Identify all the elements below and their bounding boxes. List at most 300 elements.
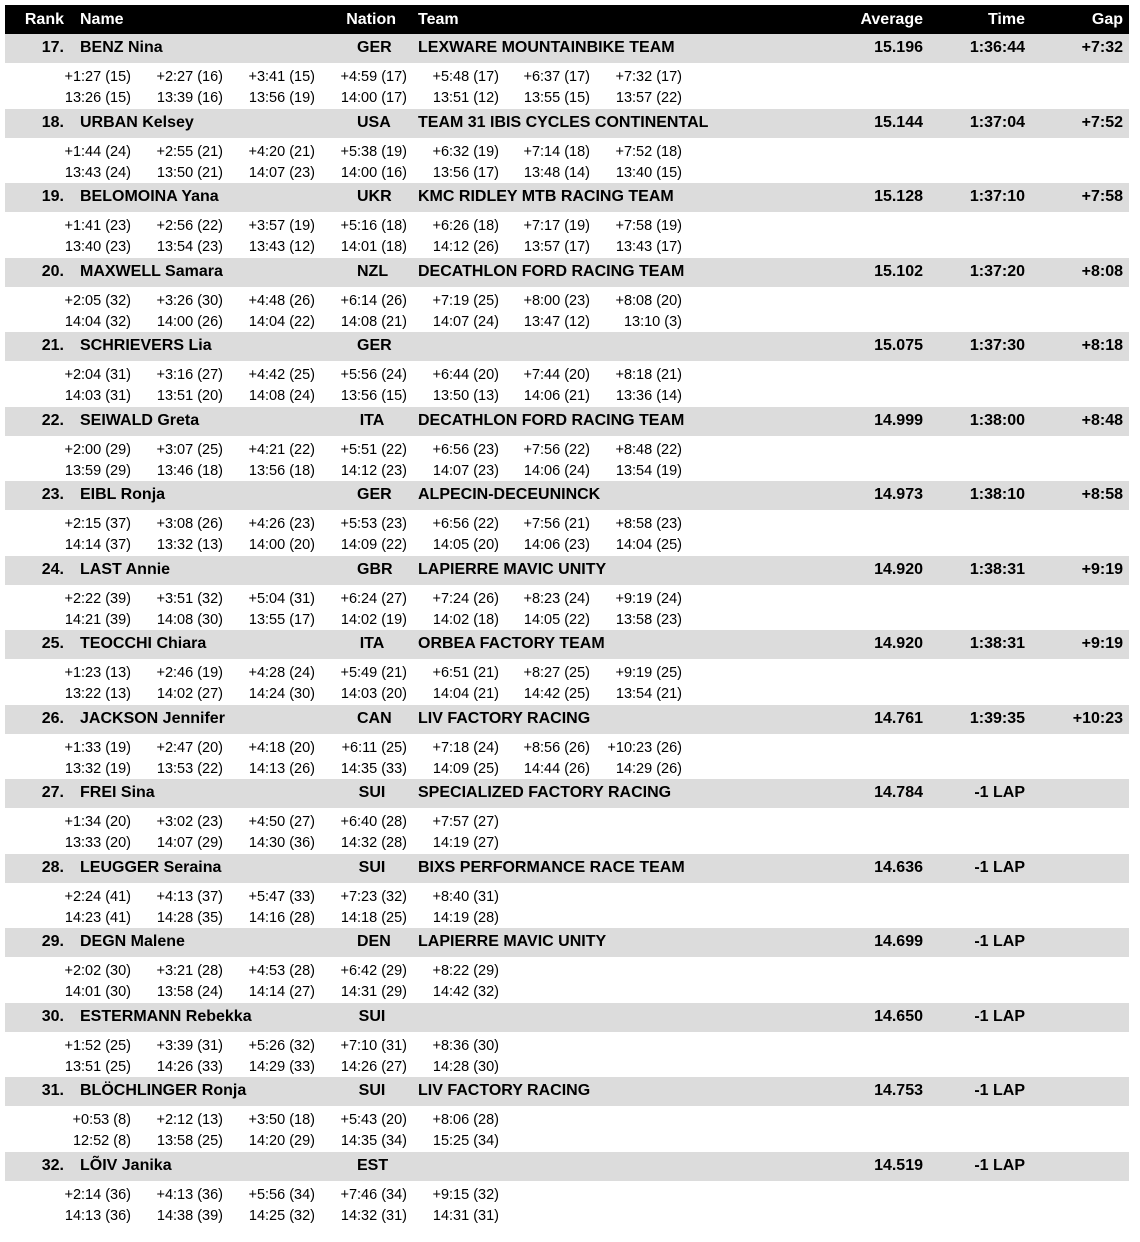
rider-average: 15.102 (874, 262, 923, 280)
rider-nation: SUI (358, 1007, 386, 1025)
lap-gap-cell: +8:27 (25) (523, 665, 590, 681)
lap-gap-row (5, 1034, 1129, 1057)
rider-summary-row (5, 332, 1129, 361)
lap-time-cell: 13:32 (13) (156, 537, 223, 553)
lap-gap-cell: +9:19 (24) (615, 590, 682, 607)
lap-time-cell: 14:35 (34) (340, 1133, 407, 1149)
lap-time-cell: 14:32 (28) (340, 835, 407, 851)
rider-time: -1 LAP (974, 933, 1025, 950)
header-team: Team (418, 11, 459, 28)
rider-summary-row (5, 1152, 1129, 1181)
lap-time-cell: 14:29 (26) (615, 760, 682, 777)
rider-gap: +8:08 (1081, 262, 1123, 280)
lap-time-cell: 14:08 (21) (340, 313, 407, 330)
lap-gap-cell: +7:56 (21) (523, 516, 590, 532)
lap-time-cell: 13:48 (14) (523, 164, 590, 181)
rider-gap: +10:23 (1072, 709, 1123, 727)
rider-time: 1:39:35 (969, 709, 1025, 727)
lap-time-cell: 14:16 (28) (248, 909, 315, 926)
lap-time-cell: 14:28 (30) (432, 1058, 499, 1075)
lap-gap-cell: +4:20 (21) (248, 143, 315, 160)
lap-gap-row (5, 363, 1129, 386)
rider-name: JACKSON Jennifer (80, 709, 225, 727)
lap-gap-cell: +3:39 (31) (156, 1037, 223, 1054)
lap-time-cell: 14:05 (20) (432, 537, 499, 553)
table-row (5, 1003, 1129, 1078)
rider-rank: 30. (41, 1007, 64, 1025)
rider-average: 14.753 (874, 1082, 923, 1099)
lap-time-cell: 14:44 (26) (523, 760, 590, 777)
lap-time-cell: 13:56 (15) (340, 388, 407, 404)
rider-gap: +7:58 (1081, 188, 1123, 205)
rider-summary-row (5, 258, 1129, 287)
rider-average: 14.920 (874, 560, 923, 578)
lap-gap-cell: +8:40 (31) (432, 888, 499, 905)
rider-rank: 23. (41, 486, 64, 503)
rider-name: LAST Annie (80, 560, 171, 578)
lap-time-cell: 14:08 (30) (156, 611, 223, 628)
lap-gap-cell: +4:53 (28) (248, 963, 315, 979)
lap-time-row (5, 310, 1129, 333)
lap-gap-cell: +1:27 (15) (64, 69, 131, 85)
rider-time: 1:36:44 (969, 39, 1025, 56)
lap-gap-cell: +4:18 (20) (248, 739, 315, 756)
rider-nation: GER (357, 39, 392, 56)
lap-gap-cell: +9:15 (32) (432, 1186, 499, 1203)
rider-time: -1 LAP (974, 784, 1025, 801)
rider-nation: USA (357, 113, 391, 131)
rider-nation: UKR (357, 188, 392, 205)
table-row (5, 332, 1129, 407)
lap-gap-cell: +3:41 (15) (248, 69, 315, 85)
lap-time-cell: 14:02 (19) (340, 611, 407, 628)
lap-time-cell: 14:06 (24) (523, 462, 590, 479)
lap-time-cell: 14:19 (28) (432, 909, 499, 926)
lap-time-cell: 15:25 (34) (432, 1133, 499, 1149)
rider-nation: GER (357, 337, 392, 354)
table-row (5, 779, 1129, 854)
lap-gap-cell: +4:28 (24) (248, 665, 315, 681)
lap-time-cell: 13:40 (23) (64, 239, 131, 255)
lap-gap-cell: +8:00 (23) (523, 292, 590, 309)
lap-time-cell: 13:55 (15) (523, 90, 590, 106)
rider-average: 15.144 (874, 113, 923, 131)
lap-gap-cell: +2:15 (37) (64, 516, 131, 532)
lap-gap-cell: +4:42 (25) (248, 367, 315, 383)
lap-gap-cell: +5:04 (31) (248, 590, 315, 607)
lap-gap-cell: +4:50 (27) (248, 814, 315, 830)
lap-time-cell: 14:00 (17) (340, 90, 407, 106)
lap-gap-row (5, 1183, 1129, 1206)
lap-gap-cell: +7:44 (20) (523, 367, 590, 383)
rider-time: 1:37:10 (969, 188, 1025, 205)
lap-time-row (5, 235, 1129, 258)
rider-team: SPECIALIZED FACTORY RACING (418, 784, 672, 801)
header-nation: Nation (346, 11, 396, 28)
rider-gap: +9:19 (1081, 635, 1123, 652)
lap-gap-cell: +6:14 (26) (340, 292, 407, 309)
lap-time-cell: 14:01 (30) (64, 984, 131, 1000)
rider-rank: 26. (41, 709, 64, 727)
lap-time-cell: 14:08 (24) (248, 388, 315, 404)
lap-gap-row (5, 438, 1129, 461)
lap-time-cell: 14:09 (25) (432, 760, 499, 777)
lap-time-cell: 14:13 (26) (248, 760, 315, 777)
lap-time-cell: 14:12 (23) (340, 462, 407, 479)
lap-time-row (5, 1055, 1129, 1078)
lap-time-row (5, 757, 1129, 780)
rider-time: 1:37:20 (969, 262, 1025, 280)
lap-time-cell: 14:19 (27) (432, 835, 499, 851)
lap-time-cell: 13:58 (23) (615, 611, 682, 628)
lap-gap-cell: +8:06 (28) (432, 1112, 499, 1128)
lap-time-cell: 14:31 (29) (340, 984, 407, 1000)
rider-gap: +9:19 (1081, 560, 1123, 578)
lap-gap-cell: +7:17 (19) (523, 218, 590, 234)
rider-team: KMC RIDLEY MTB RACING TEAM (418, 188, 674, 205)
lap-gap-cell: +6:11 (25) (341, 739, 407, 756)
lap-gap-cell: +5:26 (32) (248, 1037, 315, 1054)
table-row (5, 407, 1129, 482)
lap-gap-cell: +2:55 (21) (156, 143, 223, 160)
lap-time-row (5, 682, 1129, 705)
lap-gap-row (5, 810, 1129, 833)
lap-gap-cell: +7:56 (22) (523, 441, 590, 458)
rider-nation: CAN (357, 709, 392, 727)
lap-time-cell: 13:58 (25) (156, 1133, 223, 1149)
lap-gap-cell: +2:27 (16) (156, 69, 223, 85)
lap-gap-row (5, 289, 1129, 312)
rider-summary-row (5, 556, 1129, 585)
lap-gap-cell: +7:46 (34) (340, 1186, 407, 1203)
rider-average: 14.636 (874, 858, 923, 876)
header-time: Time (987, 11, 1025, 28)
rider-nation: NZL (357, 262, 389, 280)
lap-time-cell: 14:07 (29) (156, 835, 223, 851)
lap-gap-cell: +8:58 (23) (615, 516, 682, 532)
lap-gap-cell: +7:18 (24) (432, 739, 499, 756)
rider-rank: 29. (41, 933, 64, 950)
rider-name: FREI Sina (80, 784, 155, 801)
lap-time-cell: 13:50 (13) (432, 388, 499, 404)
rider-list (5, 34, 1129, 1226)
header-average: Average (860, 11, 923, 28)
lap-time-cell: 14:23 (41) (64, 909, 131, 926)
lap-time-cell: 13:56 (19) (248, 90, 315, 106)
lap-gap-cell: +7:52 (18) (615, 143, 682, 160)
lap-gap-cell: +3:02 (23) (156, 814, 223, 830)
lap-gap-row (5, 885, 1129, 908)
lap-gap-cell: +6:37 (17) (523, 69, 590, 85)
rider-summary-row (5, 407, 1129, 436)
lap-time-cell: 14:31 (31) (432, 1207, 499, 1224)
lap-gap-cell: +8:18 (21) (615, 367, 682, 383)
rider-name: BELOMOINA Yana (80, 188, 219, 205)
lap-time-cell: 14:04 (25) (615, 537, 682, 553)
rider-average: 14.650 (874, 1007, 923, 1025)
lap-gap-cell: +7:19 (25) (432, 292, 499, 309)
lap-gap-cell: +4:59 (17) (340, 69, 407, 85)
lap-gap-cell: +2:24 (41) (64, 888, 131, 905)
lap-time-cell: 13:51 (25) (64, 1058, 131, 1075)
rider-rank: 21. (41, 337, 64, 354)
table-row (5, 1152, 1129, 1227)
lap-gap-cell: +5:38 (19) (340, 143, 407, 160)
lap-gap-cell: +2:46 (19) (156, 665, 223, 681)
rider-gap: +8:48 (1081, 411, 1123, 429)
rider-name: EIBL Ronja (80, 486, 166, 503)
lap-time-cell: 14:00 (16) (340, 164, 407, 181)
rider-team: TEAM 31 IBIS CYCLES CONTINENTAL (418, 113, 709, 131)
lap-time-row (5, 1204, 1129, 1227)
rider-average: 14.999 (874, 411, 923, 429)
rider-summary-row (5, 183, 1129, 212)
rider-rank: 27. (41, 784, 64, 801)
rider-rank: 18. (41, 113, 64, 131)
lap-time-cell: 13:36 (14) (615, 388, 682, 404)
rider-rank: 19. (41, 188, 64, 205)
table-row (5, 183, 1129, 258)
lap-time-row (5, 608, 1129, 631)
lap-gap-cell: +2:12 (13) (156, 1112, 223, 1128)
rider-name: MAXWELL Samara (80, 262, 223, 280)
lap-gap-cell: +8:48 (22) (615, 441, 682, 458)
lap-time-cell: 12:52 (8) (72, 1133, 131, 1149)
rider-time: 1:37:04 (969, 113, 1025, 131)
lap-gap-cell: +2:14 (36) (64, 1186, 131, 1203)
lap-gap-cell: +7:57 (27) (432, 814, 499, 830)
lap-gap-row (5, 1108, 1129, 1131)
lap-time-cell: 14:05 (22) (523, 611, 590, 628)
rider-average: 14.699 (874, 933, 923, 950)
lap-gap-cell: +0:53 (8) (72, 1112, 131, 1128)
lap-time-cell: 13:57 (17) (523, 239, 590, 255)
lap-time-cell: 14:03 (20) (340, 686, 407, 702)
lap-time-cell: 14:03 (31) (64, 388, 131, 404)
lap-time-cell: 13:56 (18) (248, 462, 315, 479)
lap-gap-cell: +3:07 (25) (156, 441, 223, 458)
rider-gap: +8:18 (1081, 337, 1123, 354)
lap-gap-cell: +7:24 (26) (432, 590, 499, 607)
lap-time-cell: 14:09 (22) (340, 537, 407, 553)
rider-summary-row (5, 481, 1129, 510)
lap-time-cell: 13:51 (20) (156, 388, 223, 404)
rider-rank: 31. (41, 1082, 64, 1099)
lap-gap-cell: +1:52 (25) (64, 1037, 131, 1054)
rider-name: DEGN Malene (80, 933, 185, 950)
lap-time-cell: 14:12 (26) (432, 239, 499, 255)
lap-gap-cell: +4:48 (26) (248, 292, 315, 309)
lap-gap-cell: +7:14 (18) (523, 143, 590, 160)
rider-nation: ITA (359, 411, 385, 429)
lap-time-cell: 13:26 (15) (64, 90, 131, 106)
rider-time: 1:37:30 (969, 337, 1025, 354)
lap-time-cell: 14:01 (18) (340, 239, 407, 255)
lap-gap-row (5, 661, 1129, 684)
lap-time-cell: 13:58 (24) (156, 984, 223, 1000)
lap-gap-cell: +9:19 (25) (615, 665, 682, 681)
rider-rank: 25. (41, 635, 64, 652)
lap-gap-cell: +3:50 (18) (248, 1112, 315, 1128)
lap-time-cell: 14:04 (22) (248, 313, 315, 330)
lap-time-cell: 13:10 (3) (623, 313, 682, 330)
lap-time-row (5, 384, 1129, 407)
lap-gap-row (5, 587, 1129, 610)
rider-team: LAPIERRE MAVIC UNITY (418, 560, 607, 578)
rider-summary-row (5, 1003, 1129, 1032)
lap-gap-cell: +2:56 (22) (156, 218, 223, 234)
rider-summary-row (5, 779, 1129, 808)
lap-time-cell: 14:14 (37) (64, 537, 131, 553)
rider-time: 1:38:31 (969, 560, 1025, 578)
rider-time: 1:38:10 (969, 486, 1025, 503)
rider-average: 14.920 (874, 635, 923, 652)
lap-time-cell: 14:28 (35) (156, 909, 223, 926)
rider-time: -1 LAP (974, 1082, 1025, 1099)
rider-time: -1 LAP (974, 1156, 1025, 1174)
lap-time-row (5, 86, 1129, 109)
rider-name: BLÖCHLINGER Ronja (80, 1082, 247, 1099)
lap-gap-cell: +8:23 (24) (523, 590, 590, 607)
table-row (5, 1077, 1129, 1152)
lap-gap-cell: +8:36 (30) (432, 1037, 499, 1054)
rider-team: LIV FACTORY RACING (418, 1082, 591, 1099)
lap-time-cell: 13:22 (13) (64, 686, 131, 702)
rider-rank: 22. (41, 411, 64, 429)
rider-name: LEUGGER Seraina (80, 858, 222, 876)
lap-gap-cell: +5:16 (18) (340, 218, 407, 234)
lap-time-cell: 14:00 (20) (248, 537, 315, 553)
rider-summary-row (5, 109, 1129, 138)
lap-time-cell: 13:39 (16) (156, 90, 223, 106)
lap-gap-cell: +2:47 (20) (156, 739, 223, 756)
lap-gap-cell: +5:49 (21) (340, 665, 407, 681)
rider-nation: DEN (357, 933, 391, 950)
lap-time-cell: 13:43 (24) (64, 164, 131, 181)
lap-gap-cell: +8:08 (20) (615, 292, 682, 309)
lap-gap-cell: +7:32 (17) (615, 69, 682, 85)
lap-gap-cell: +3:57 (19) (248, 218, 315, 234)
lap-gap-cell: +4:13 (37) (156, 888, 223, 905)
lap-time-row (5, 906, 1129, 929)
lap-time-row (5, 533, 1129, 556)
rider-average: 15.128 (874, 188, 923, 205)
table-row (5, 630, 1129, 705)
lap-time-cell: 13:50 (21) (156, 164, 223, 181)
rider-name: ESTERMANN Rebekka (80, 1007, 252, 1025)
lap-time-cell: 14:06 (23) (523, 537, 590, 553)
header-name: Name (80, 11, 124, 28)
header-rank: Rank (24, 11, 64, 28)
rider-name: LÕIV Janika (80, 1156, 172, 1174)
lap-gap-cell: +5:51 (22) (340, 441, 407, 458)
lap-time-cell: 14:14 (27) (248, 984, 315, 1000)
lap-gap-cell: +5:43 (20) (340, 1112, 407, 1128)
lap-gap-row (5, 65, 1129, 88)
lap-gap-cell: +1:41 (23) (64, 218, 131, 234)
lap-gap-cell: +6:56 (22) (432, 516, 499, 532)
lap-time-cell: 13:33 (20) (64, 835, 131, 851)
lap-gap-cell: +6:32 (19) (432, 143, 499, 160)
rider-team: LIV FACTORY RACING (418, 709, 591, 727)
lap-time-cell: 14:07 (23) (432, 462, 499, 479)
rider-name: URBAN Kelsey (80, 113, 194, 131)
lap-time-cell: 14:29 (33) (248, 1058, 315, 1075)
rider-time: 1:38:00 (969, 411, 1025, 429)
rider-rank: 24. (41, 560, 64, 578)
lap-gap-cell: +4:26 (23) (248, 516, 315, 532)
lap-time-cell: 14:42 (32) (432, 984, 499, 1000)
rider-rank: 28. (41, 858, 64, 876)
lap-time-cell: 13:55 (17) (248, 611, 315, 628)
lap-gap-row (5, 959, 1129, 982)
lap-time-cell: 13:54 (19) (615, 462, 682, 479)
lap-time-cell: 14:07 (24) (432, 313, 499, 330)
lap-time-cell: 13:54 (21) (615, 686, 682, 702)
rider-team: BIXS PERFORMANCE RACE TEAM (418, 858, 685, 876)
rider-rank: 17. (41, 39, 64, 56)
lap-time-cell: 14:38 (39) (156, 1207, 223, 1224)
lap-gap-cell: +4:13 (36) (156, 1186, 223, 1203)
lap-time-cell: 13:43 (17) (615, 239, 682, 255)
lap-time-cell: 14:02 (27) (156, 686, 223, 702)
lap-gap-cell: +6:40 (28) (340, 814, 407, 830)
lap-gap-cell: +5:47 (33) (248, 888, 315, 905)
rider-gap: +7:52 (1081, 113, 1123, 131)
lap-time-cell: 14:20 (29) (248, 1133, 315, 1149)
lap-gap-cell: +2:02 (30) (64, 963, 131, 979)
lap-gap-row (5, 214, 1129, 237)
rider-summary-row (5, 630, 1129, 659)
rider-gap: +8:58 (1081, 486, 1123, 503)
lap-gap-cell: +1:44 (24) (64, 143, 131, 160)
lap-time-cell: 14:04 (32) (64, 313, 131, 330)
lap-gap-cell: +2:00 (29) (64, 441, 131, 458)
lap-time-row (5, 831, 1129, 854)
lap-time-cell: 14:35 (33) (340, 760, 407, 777)
lap-time-cell: 13:32 (19) (64, 760, 131, 777)
rider-summary-row (5, 854, 1129, 883)
rider-rank: 32. (41, 1156, 64, 1174)
lap-time-cell: 13:43 (12) (248, 239, 315, 255)
lap-time-cell: 13:54 (23) (156, 239, 223, 255)
rider-team: LEXWARE MOUNTAINBIKE TEAM (418, 39, 675, 56)
rider-average: 14.761 (874, 709, 923, 727)
rider-summary-row (5, 705, 1129, 734)
lap-gap-cell: +6:24 (27) (340, 590, 407, 607)
rider-time: -1 LAP (974, 858, 1025, 876)
rider-rank: 20. (41, 262, 64, 280)
lap-time-cell: 14:24 (30) (248, 686, 315, 702)
lap-gap-row (5, 736, 1129, 759)
lap-gap-row (5, 140, 1129, 163)
rider-team: LAPIERRE MAVIC UNITY (418, 933, 607, 950)
lap-gap-cell: +2:04 (31) (64, 367, 131, 383)
lap-time-row (5, 459, 1129, 482)
rider-team: ORBEA FACTORY TEAM (418, 635, 605, 652)
rider-name: SEIWALD Greta (80, 411, 200, 429)
lap-time-cell: 14:42 (25) (523, 686, 590, 702)
rider-name: SCHRIEVERS Lia (80, 337, 212, 354)
lap-time-cell: 14:25 (32) (248, 1207, 315, 1224)
lap-gap-cell: +3:26 (30) (156, 292, 223, 309)
lap-gap-cell: +8:56 (26) (523, 739, 590, 756)
lap-gap-cell: +5:56 (24) (340, 367, 407, 383)
lap-time-cell: 13:40 (15) (615, 164, 682, 181)
results-sheet (5, 5, 1129, 1226)
table-row (5, 556, 1129, 631)
rider-team: DECATHLON FORD RACING TEAM (418, 411, 685, 429)
